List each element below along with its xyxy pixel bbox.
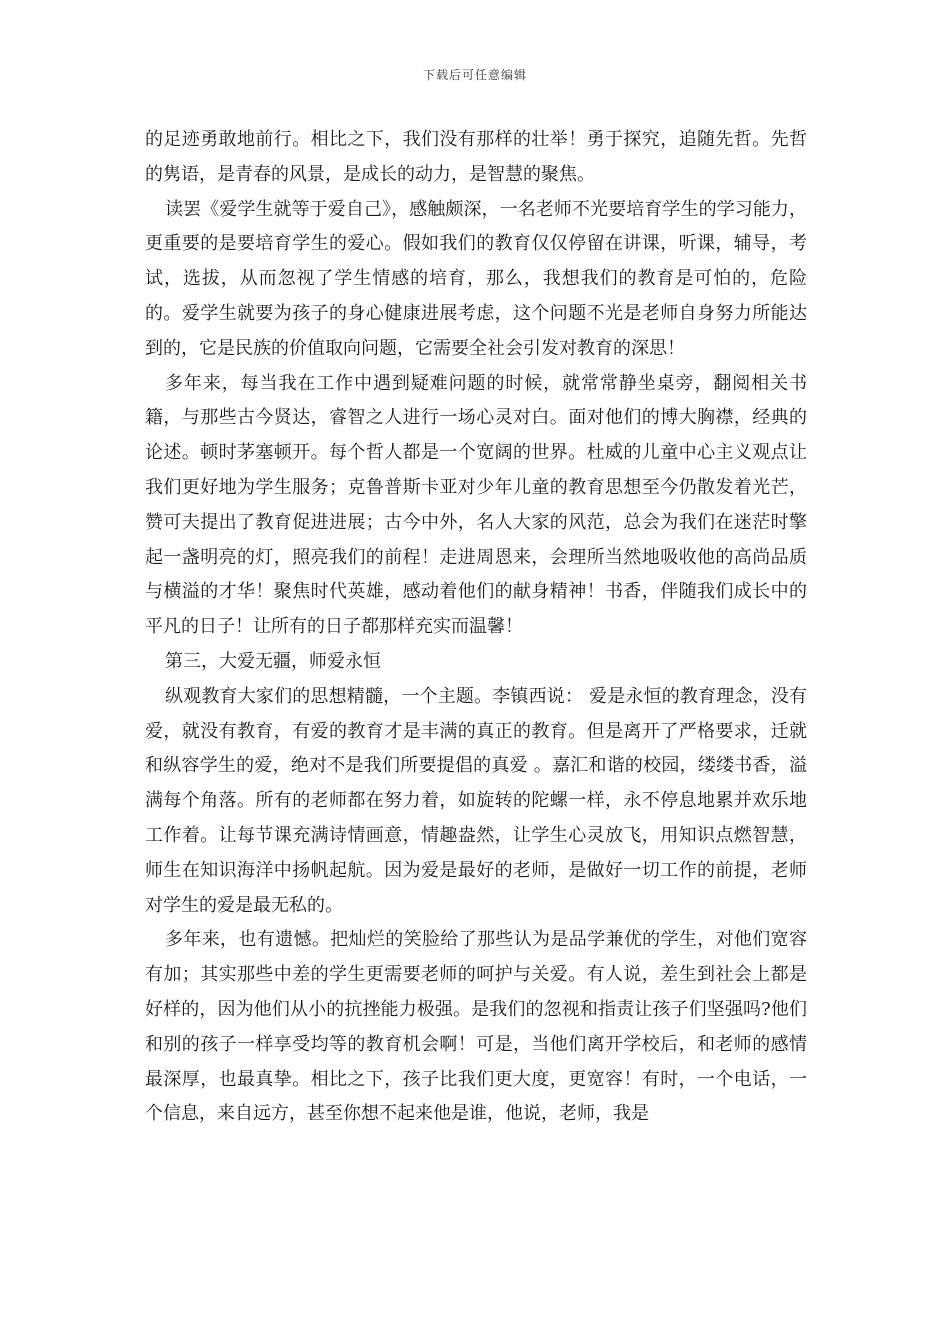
paragraph-5: 多年来，也有遗憾。把灿烂的笑脸给了那些认为是品学兼优的学生，对他们宽容有加；其实那些中差的学生更需要老师的呵护与关爱。有人说，差生到社会上都是好样的，因为他们从小的抗挫能力极强。是我们的忽视和指责让孩子们坚强吗?他们和别的孩子一样享受均等的教育机会啊！可是，当他们离开学校后，和老师的感情最深厚，也最真挚。相比之下，孩子比我们更大度，更宽容！有时，一个电话，一个信息，来自远方，甚至你想不起来他是谁，他说，老师，我是 (145, 929, 807, 1125)
paragraph-1: 的足迹勇敢地前行。相比之下，我们没有那样的壮举！勇于探究，追随先哲。先哲的隽语，是青春的风景，是成长的动力，是智慧的聚焦。 (145, 129, 807, 185)
paragraph-3: 多年来，每当我在工作中遇到疑难问题的时候，就常常静坐桌旁，翻阅相关书籍，与那些古今贤达，睿智之人进行一场心灵对白。面对他们的博大胸襟，经典的论述。顿时茅塞顿开。每个哲人都是一个宽阔的世界。杜威的儿童中心主义观点让我们更好地为学生服务；克鲁普斯卡亚对少年儿童的教育思想至今仍散发着光芒，赞可夫提出了教育促进进展；古今中外，名人大家的风范，总会为我们在迷茫时擎起一盏明亮的灯，照亮我们的前程！走进周恩来，会理所当然地吸收他的高尚品质与横溢的才华！聚焦时代英雄，感动着他们的献身精神！书香，伴随我们成长中的平凡的日子！让所有的日子都那样充实而温馨！ (145, 372, 807, 638)
header-note: 下载后可任意编辑 (422, 68, 527, 82)
paragraph-2: 读罢《爱学生就等于爱自己》，感触颇深，一名老师不光要培育学生的学习能力，更重要的是要培育学生的爱心。假如我们的教育仅仅停留在讲课，听课，辅导，考试，选拔，从而忽视了学生情感的培育，那么，我想我们的教育是可怕的，危险的。爱学生就要为孩子的身心健康进展考虑，这个问题不光是老师自身努力所能达到的，它是民族的价值取向问题，它需要全社会引发对教育的深思！ (145, 198, 807, 359)
section-heading: 第三，大爱无疆，师爱永恒 (165, 650, 381, 672)
document-body (145, 123, 807, 1132)
paragraph-4: 纵观教育大家们的思想精髓，一个主题。李镇西说： 爱是永恒的教育理念，没有爱，就没有教育，有爱的教育才是丰满的真正的教育。但是离开了严格要求，迁就和纵容学生的爱，绝对不是我们所要提倡的真爱 。嘉汇和谐的校园，缕缕书香，溢满每个角落。所有的老师都在努力着，如旋转的陀螺一样，永不停息地累并欢乐地工作着。让每节课充满诗情画意，情趣盎然，让学生心灵放飞，用知识点燃智慧，师生在知识海洋中扬帆起航。因为爱是最好的老师，是做好一切工作的前提，老师对学生的爱是最无私的。 (145, 685, 807, 916)
